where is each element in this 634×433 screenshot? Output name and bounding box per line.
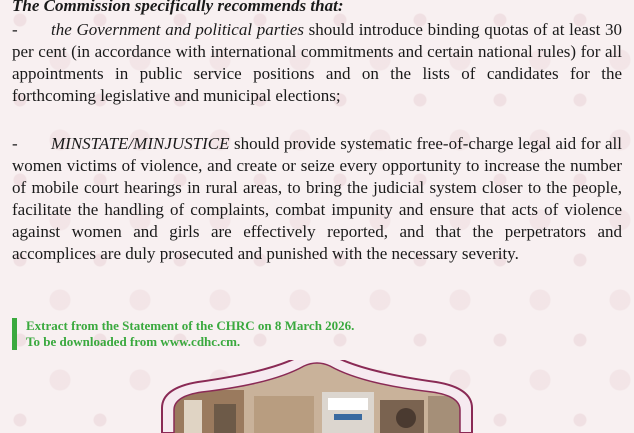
photo-frame bbox=[144, 360, 490, 433]
source-note bbox=[12, 318, 354, 350]
recommendations-heading: The Commission specifically recommends that: bbox=[12, 0, 344, 15]
recommendation-actor: the Government and political parties bbox=[51, 20, 304, 39]
source-line: Extract from the Statement of the CHRC on 8 March 2026. bbox=[26, 318, 355, 333]
arch-frame-graphic bbox=[144, 360, 490, 433]
recommendation-text: should provide systematic free-of-charge legal aid for all women victims of violence, and create or seize every opportunity to increase the number of mobile court hearings in rural areas, to bring the judicial system closer to the people, facilitate the handling of complaints, combat impunity and ensure that acts of violence against women and girls are effectively reported, and that the perpetrators and accomplices are duly prosecuted and punished with the necessary severity. bbox=[12, 134, 622, 263]
list-bullet: - bbox=[12, 134, 18, 153]
recommendation-text: should introduce binding quotas of at least 30 per cent (in accordance with international commitments and certain national rules) for all appointments in public service positions and on the lists of candidates for the forthcoming legislative and municipal elections; bbox=[12, 20, 622, 105]
list-bullet: - bbox=[12, 20, 18, 39]
download-line: To be downloaded from www.cdhc.cm. bbox=[26, 334, 241, 349]
recommendation-item bbox=[12, 133, 622, 265]
recommendation-item bbox=[12, 19, 622, 107]
recommendation-actor: MINSTATE/MINJUSTICE bbox=[51, 134, 230, 153]
